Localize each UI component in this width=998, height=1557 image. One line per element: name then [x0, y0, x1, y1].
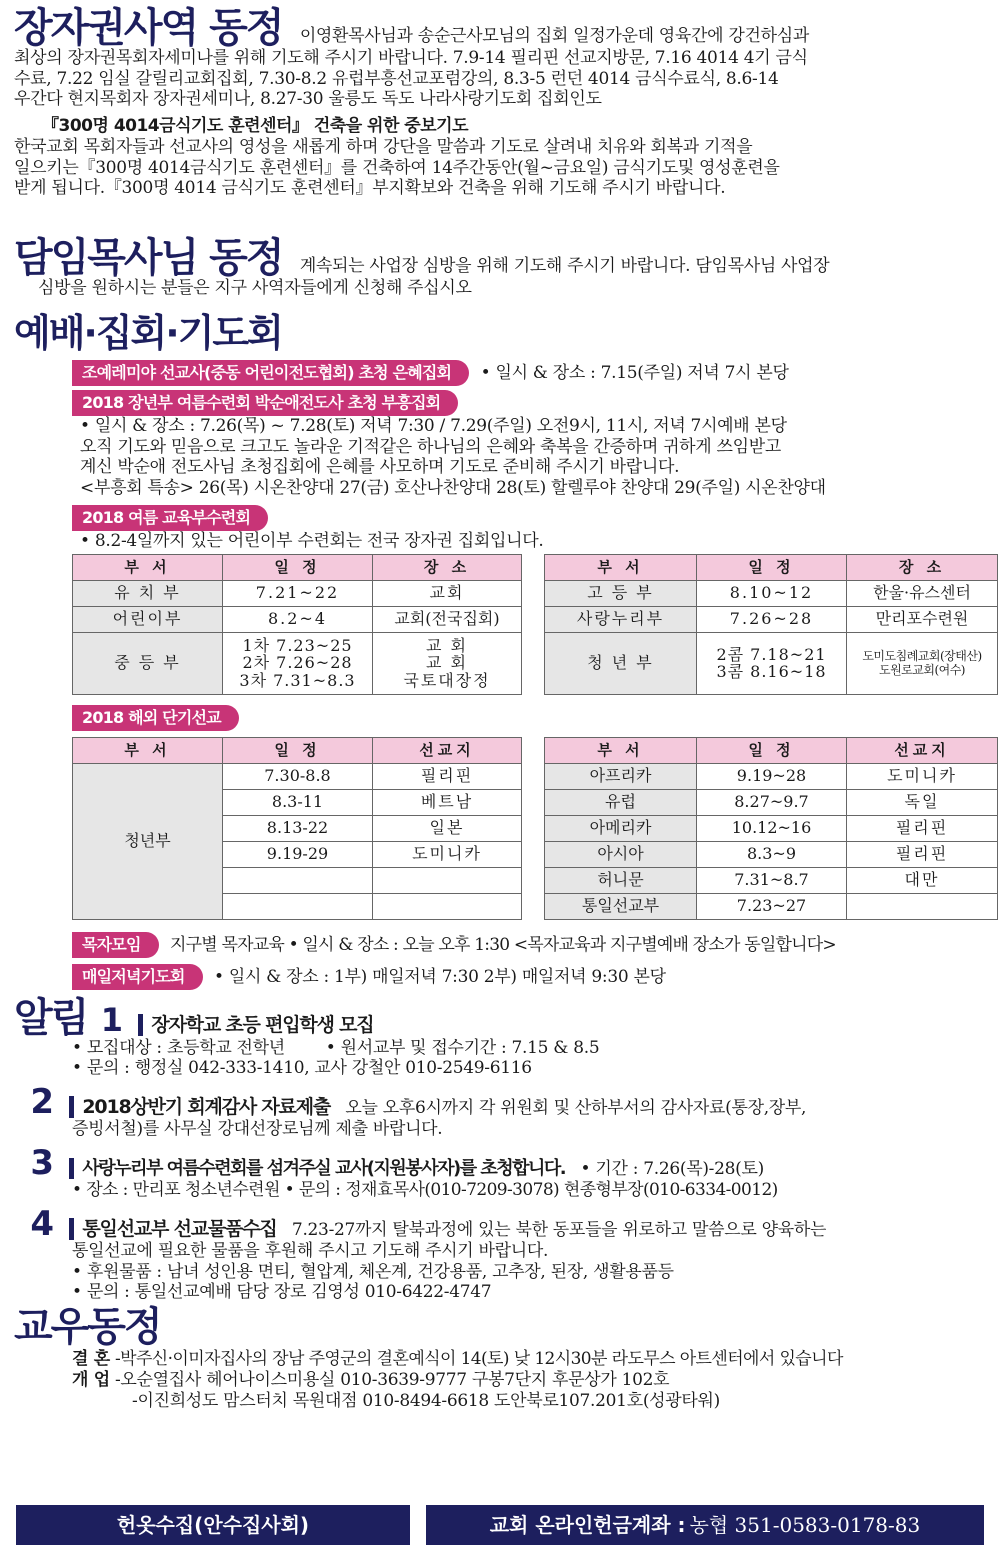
col-header: 부 서: [73, 737, 223, 763]
date-cell: 7.21~22: [223, 580, 373, 606]
table-row: [73, 763, 522, 789]
date-cell: [223, 867, 373, 893]
notice-line: 증빙서철)를 사무실 강대선장로님께 제출 바랍니다.: [72, 1119, 443, 1140]
mission-table-right: [544, 737, 998, 920]
event-pill: 2018 해외 단기선교: [72, 705, 239, 731]
section-line: 일으키는『300명 4014금식기도 훈련센터』를 건축하여 14주간동안(월~금요일) 금식기도및 영성훈련을: [14, 157, 780, 178]
event-row: [72, 932, 984, 958]
event-detail: • 일시 & 장소 : 1부) 매일저녁 7:30 2부) 매일저녁 9:30 본당: [214, 966, 666, 987]
col-header: 장 소: [847, 554, 998, 580]
section-line: 심방을 원하시는 분들은 지구 사역자들에게 신청해 주십시오: [38, 278, 472, 298]
place-cell: 도미도침례교회(장태산) 도원로교회(여수): [847, 632, 998, 694]
member-row: [132, 1391, 984, 1412]
event-line: <부흥회 특송> 26(목) 시온찬양대 27(금) 호산나찬양대 28(토) 할렐루야 찬양대 29(주일) 시온찬양대: [80, 478, 826, 499]
dept-cell: 청년부: [73, 763, 223, 919]
date-cell: 8.10~12: [697, 580, 847, 606]
section-title: 담임목사님 동정: [14, 235, 283, 281]
place-cell: 교회(전국집회): [373, 606, 522, 632]
table-row: [545, 867, 998, 893]
dept-cell: 유럽: [545, 789, 697, 815]
camp-tables: [72, 554, 998, 695]
date-cell: 8.27~9.7: [697, 789, 847, 815]
table-row: [545, 893, 998, 919]
section-title: 알림: [14, 994, 88, 1041]
footer-account-number: 농협 351-0583-0178-83: [689, 1512, 921, 1537]
event-pill: 목자모임: [72, 932, 159, 958]
table-row: [545, 763, 998, 789]
notice-line: • 후원물품 : 남녀 성인용 면티, 혈압계, 체온계, 건강용품, 고추장, 된장, 생활용품등: [72, 1261, 674, 1282]
member-row: [72, 1349, 984, 1370]
notice-number: 3: [30, 1143, 54, 1184]
col-header: 일 정: [223, 554, 373, 580]
col-header: 부 서: [73, 554, 223, 580]
section-line: 수료, 7.22 임실 갈릴리교회집회, 7.30-8.2 유럽부흥선교포럼강의, 8.3-5 런던 4014 금식수료식, 8.6-14: [14, 68, 779, 89]
col-header: 선교지: [847, 737, 998, 763]
notice-line: • 장소 : 만리포 청소년수련원 • 문의 : 정재효목사(010-7209-3078) 현종형부장(010-6334-0012): [72, 1180, 778, 1201]
member-label: 개 업: [72, 1369, 110, 1390]
event-row: [72, 964, 984, 990]
date-cell: 7.31~8.7: [697, 867, 847, 893]
notice-title: 사랑누리부 여름수련회를 섬겨주실 교사(지원봉사자)를 초청합니다.: [69, 1158, 565, 1179]
col-header: 부 서: [545, 554, 697, 580]
section-title: 예배·집회·기도회: [14, 311, 282, 355]
section-worship: [14, 311, 984, 990]
notice-line: 통일선교에 필요한 물품을 후원해 주시고 기도해 주시기 바랍니다.: [72, 1240, 549, 1261]
notice-lead: 7.23-27까지 탈북과정에 있는 북한 동포들을 위로하고 말씀으로 양육하는: [291, 1219, 827, 1240]
date-cell: 9.19~28: [697, 763, 847, 789]
table-row: [73, 580, 522, 606]
table-row: [545, 841, 998, 867]
section-lead: 계속되는 사업장 심방을 위해 기도해 주시기 바랍니다. 담임목사님 사업장: [299, 256, 830, 276]
event-pill: 2018 장년부 여름수련회 박순애전도사 초청 부흥집회: [72, 390, 458, 416]
footer-account-label: 교회 온라인헌금계좌 :: [489, 1512, 686, 1537]
table-row: [73, 606, 522, 632]
event-detail: 지구별 목자교육 • 일시 & 장소 : 오늘 오후 1:30 <목자교육과 지구별예배 장소가 동일합니다>: [170, 934, 836, 955]
date-cell: 8.3~9: [697, 841, 847, 867]
date-cell: 10.12~16: [697, 815, 847, 841]
event-line: 계신 박순애 전도사님 초청집회에 은혜를 사모하며 기도로 준비해 주시기 바랍니다.: [80, 457, 680, 478]
place-cell: 필리핀: [373, 763, 522, 789]
event-row: [72, 390, 984, 416]
table-row: [545, 606, 998, 632]
place-cell: 대만: [847, 867, 998, 893]
footer-clothes-bar: [16, 1505, 410, 1545]
event-line: 오직 기도와 믿음으로 크고도 놀라운 기적같은 하나님의 은혜와 축복을 간증하며 귀하게 쓰임받고: [80, 436, 782, 457]
event-row: [72, 505, 984, 531]
notice-number: 2: [30, 1082, 54, 1123]
date-cell: 2콤 7.18~21 3콤 8.16~18: [697, 632, 847, 694]
notice-title: 장자학교 초등 편입학생 모집: [138, 1014, 373, 1036]
table-row: [545, 789, 998, 815]
table-row: [73, 632, 522, 694]
notice-title: 2018상반기 회계감사 자료제출: [69, 1096, 330, 1118]
event-detail: • 일시 & 장소 : 7.15(주일) 저녁 7시 본당: [480, 363, 789, 383]
mission-table-left: [72, 737, 522, 920]
place-cell: 일본: [373, 815, 522, 841]
place-cell: [373, 867, 522, 893]
notice-title: 통일선교부 선교물품수집: [69, 1218, 276, 1240]
date-cell: 9.19-29: [223, 841, 373, 867]
col-header: 일 정: [697, 554, 847, 580]
dept-cell: 청 년 부: [545, 632, 697, 694]
dept-cell: 아프리카: [545, 763, 697, 789]
section-line: 최상의 장자권목회자세미나를 위해 기도해 주시기 바랍니다. 7.9-14 필리핀 선교지방문, 7.16 4014 4기 금식: [14, 48, 808, 68]
place-cell: 한울·유스센터: [847, 580, 998, 606]
dept-cell: 유 치 부: [73, 580, 223, 606]
notice-lead: 오늘 오후6시까지 각 위원회 및 산하부서의 감사자료(통장,장부,: [345, 1098, 807, 1119]
mission-tables: [72, 737, 998, 920]
event-row: [72, 360, 984, 386]
date-cell: 7.23~27: [697, 893, 847, 919]
col-header: 장 소: [373, 554, 522, 580]
col-header: 부 서: [545, 737, 697, 763]
dept-cell: 아메리카: [545, 815, 697, 841]
date-cell: 8.13-22: [223, 815, 373, 841]
table-row: [545, 632, 998, 694]
member-row: [72, 1370, 984, 1391]
date-cell: 7.26~28: [697, 606, 847, 632]
place-cell: 교 회 교 회 국토대장정: [373, 632, 522, 694]
section-title: 교우동정: [14, 1304, 161, 1351]
dept-cell: 아시아: [545, 841, 697, 867]
section-lead: 이영환목사님과 송순근사모님의 집회 일정가운데 영육간에 강건하심과: [299, 26, 809, 46]
date-cell: 8.2~4: [223, 606, 373, 632]
date-cell: 1차 7.23~25 2차 7.26~28 3차 7.31~8.3: [223, 632, 373, 694]
member-text: -박주신·이미자집사의 장남 주영군의 결혼예식이 14(토) 낮 12시30분 라도무스 아트센터에서 있습니다: [114, 1349, 843, 1370]
event-line: • 일시 & 장소 : 7.26(목) ~ 7.28(토) 저녁 7:30 / 7.29(주일) 오전9시, 11시, 저녁 7시예배 본당: [80, 416, 787, 436]
section-pastor: [14, 235, 984, 314]
camp-table-right: [544, 554, 998, 695]
notice-line: • 문의 : 행정실 042-333-1410, 교사 강철안 010-2549-6116: [72, 1058, 532, 1079]
place-cell: 필리핀: [847, 815, 998, 841]
dept-cell: 어린이부: [73, 606, 223, 632]
member-label: 결 혼: [72, 1349, 110, 1370]
footer-account-bar: [426, 1505, 984, 1545]
section-members: [14, 1304, 984, 1411]
place-cell: 교회: [373, 580, 522, 606]
event-note: • 8.2-4일까지 있는 어린이부 수련회는 전국 장자권 집회입니다.: [80, 530, 544, 551]
col-header: 일 정: [223, 737, 373, 763]
place-cell: 도미니카: [373, 841, 522, 867]
notice-number: 1: [100, 1000, 123, 1039]
place-cell: [847, 893, 998, 919]
col-header: 일 정: [697, 737, 847, 763]
member-text: -이진희성도 맘스터치 목원대점 010-8494-6618 도안북로107.201호(성광타워): [132, 1390, 720, 1411]
dept-cell: 사랑누리부: [545, 606, 697, 632]
section-line: 받게 됩니다.『300명 4014 금식기도 훈련센터』부지확보와 건축을 위해 기도해 주시기 바랍니다.: [14, 178, 726, 199]
date-cell: 8.3-11: [223, 789, 373, 815]
event-pill: 매일저녁기도회: [72, 964, 203, 990]
table-row: [545, 580, 998, 606]
place-cell: 독일: [847, 789, 998, 815]
notice-line: • 모집대상 : 초등학교 전학년 • 원서교부 및 접수기간 : 7.15 & 8.5: [72, 1037, 600, 1058]
date-cell: 7.30-8.8: [223, 763, 373, 789]
place-cell: 도미니카: [847, 763, 998, 789]
section-line: 우간다 현지목회자 장자권세미나, 8.27-30 울릉도 독도 나라사랑기도회 집회인도: [14, 89, 602, 110]
event-row: [72, 705, 984, 731]
section-title: 장자권사역 동정: [14, 5, 283, 51]
footer-left-text: 헌옷수집(안수집사회): [116, 1512, 310, 1537]
table-row: [545, 815, 998, 841]
dept-cell: 중 등 부: [73, 632, 223, 694]
place-cell: 베트남: [373, 789, 522, 815]
event-pill: 2018 여름 교육부수련회: [72, 505, 268, 531]
subsection-title: 『300명 4014금식기도 훈련센터』 건축을 위한 중보기도: [42, 116, 468, 137]
notice-lead: • 기간 : 7.26(목)-28(토): [580, 1159, 764, 1180]
dept-cell: 고 등 부: [545, 580, 697, 606]
place-cell: 필리핀: [847, 841, 998, 867]
col-header: 선교지: [373, 737, 522, 763]
notice-number: 4: [30, 1203, 54, 1244]
place-cell: 만리포수련원: [847, 606, 998, 632]
member-text: -오순열집사 헤어나이스미용실 010-3639-9777 구봉7단지 후문상가 102호: [114, 1369, 670, 1390]
dept-cell: 허니문: [545, 867, 697, 893]
notice-line: • 문의 : 통일선교예배 담당 장로 김영성 010-6422-4747: [72, 1282, 492, 1303]
section-line: 한국교회 목회자들과 선교사의 영성을 새롭게 하며 강단을 말씀과 기도로 살려내 치유와 회복과 기적을: [14, 136, 753, 157]
camp-table-left: [72, 554, 522, 695]
date-cell: [223, 893, 373, 919]
place-cell: [373, 893, 522, 919]
section-jangjakwon: [14, 5, 984, 238]
dept-cell: 통일선교부: [545, 893, 697, 919]
section-notices: [14, 994, 984, 1303]
event-pill: 조예레미야 선교사(중동 어린이전도협회) 초청 은혜집회: [72, 360, 469, 386]
